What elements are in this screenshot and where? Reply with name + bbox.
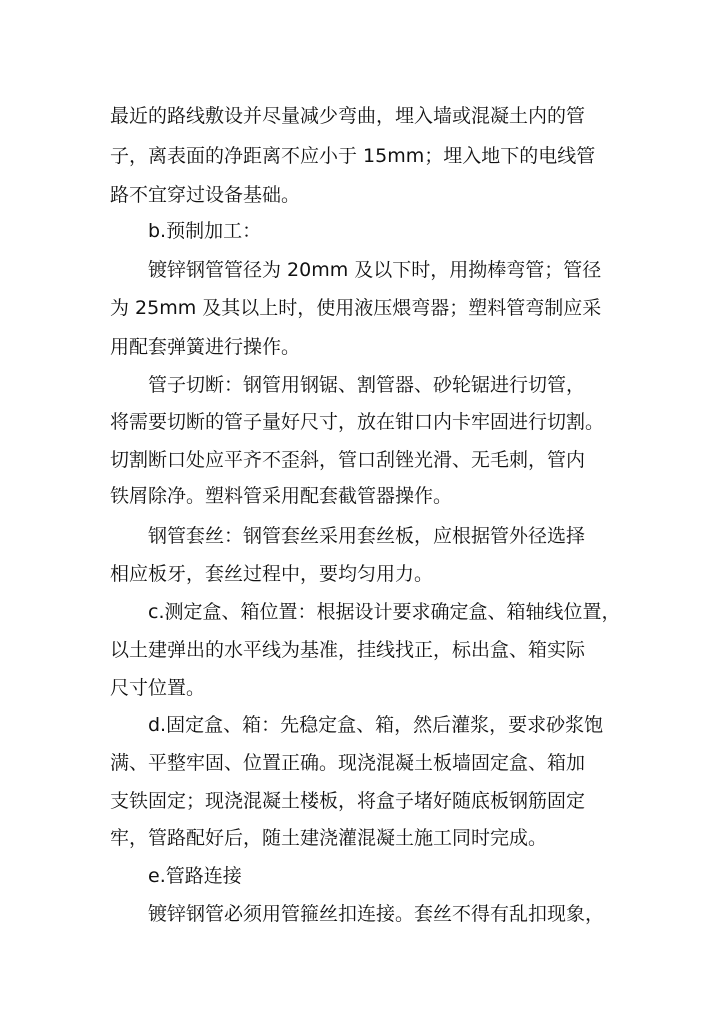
text-line: 支铁固定；现浇混凝土楼板，将盒子堵好随底板钢筋固定 [110,790,586,812]
text-line: 尺寸位置。 [110,677,206,699]
text-line: 用配套弹簧进行操作。 [110,336,301,358]
text-line: 将需要切断的管子量好尺寸，放在钳口内卡牢固进行切割。 [110,411,605,433]
paragraph-first-line: 镀锌钢管必须用管箍丝扣连接。套丝不得有乱扣现象， [148,903,605,925]
text-line: 以土建弹出的水平线为基准，挂线找正，标出盒、箱实际 [110,639,586,661]
section-heading-b: b.预制加工： [148,220,262,242]
text-line: 路不宜穿过设备基础。 [110,184,301,206]
section-heading-d: d.固定盒、箱：先稳定盒、箱，然后灌浆，要求砂浆饱 [148,714,604,736]
text-line: 相应板牙，套丝过程中，要均匀用力。 [110,563,434,585]
paragraph-first-line: 管子切断：钢管用钢锯、割管器、砂轮锯进行切管， [148,374,586,396]
text-line: 铁屑除净。塑料管采用配套截管器操作。 [110,485,453,507]
section-heading-c: c.测定盒、箱位置：根据设计要求确定盒、箱轴线位置， [148,601,621,623]
text-line: 子，离表面的净距离不应小于 15mm；埋入地下的电线管 [110,145,596,167]
text-line: 满、平整牢固、位置正确。现浇混凝土板墙固定盒、箱加 [110,752,586,774]
paragraph-first-line: 钢管套丝：钢管套丝采用套丝板，应根据管外径选择 [148,525,586,547]
paragraph-first-line: 镀锌钢管管径为 20mm 及以下时，用拗棒弯管；管径 [148,259,602,281]
text-line: 为 25mm 及其以上时，使用液压煨弯器；塑料管弯制应采 [110,297,602,319]
text-line: 切割断口处应平齐不歪斜，管口刮锉光滑、无毛刺，管内 [110,449,586,471]
text-line: 牢，管路配好后，随土建浇灌混凝土施工同时完成。 [110,827,548,849]
section-heading-e: e.管路连接 [148,865,242,887]
text-line: 最近的路线敷设并尽量减少弯曲，埋入墙或混凝土内的管 [110,105,586,127]
